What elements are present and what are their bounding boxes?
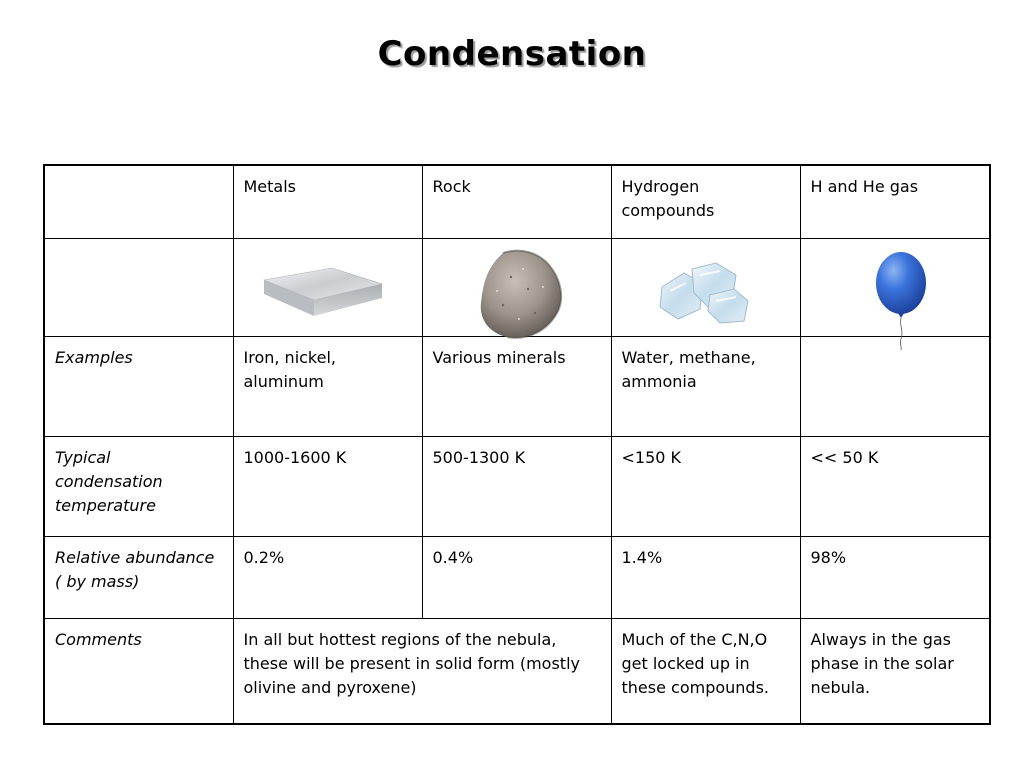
image-cell-rock [422, 238, 611, 336]
header-row [44, 165, 990, 238]
header-rock: Rock [422, 165, 611, 238]
header-cell-empty [44, 165, 233, 238]
table-cell: 98% [800, 536, 990, 618]
table-row [44, 336, 990, 436]
image-cell-empty [44, 238, 233, 336]
table-cell: Various minerals [422, 336, 611, 436]
table-cell: In all but hottest regions of the nebula, these will be present in solid form (mostly olivine and pyroxene) [233, 618, 611, 724]
table-cell: <150 K [611, 436, 800, 536]
table-cell: << 50 K [800, 436, 990, 536]
row-label-temperature: Typical condensation temperature [44, 436, 233, 536]
balloon-icon [871, 251, 931, 351]
table-cell: Iron, nickel, aluminum [233, 336, 422, 436]
row-label-examples: Examples [44, 336, 233, 436]
table-cell: 1000-1600 K [233, 436, 422, 536]
table-cell: 500-1300 K [422, 436, 611, 536]
table-row [44, 436, 990, 536]
ice-cubes-icon [656, 261, 752, 325]
header-h-he-gas: H and He gas [800, 165, 990, 238]
image-cell-balloon [800, 238, 990, 336]
table-cell: 1.4% [611, 536, 800, 618]
table-cell [800, 336, 990, 436]
table-cell: Much of the C,N,O get locked up in these compounds. [611, 618, 800, 724]
table-cell: Water, methane, ammonia [611, 336, 800, 436]
table-cell: 0.4% [422, 536, 611, 618]
rock-icon [473, 247, 569, 343]
header-hydrogen-compounds: Hydrogen compounds [611, 165, 800, 238]
table-row [44, 536, 990, 618]
table-cell: Always in the gas phase in the solar nebula. [800, 618, 990, 724]
row-label-comments: Comments [44, 618, 233, 724]
image-row [44, 238, 990, 336]
row-label-abundance: Relative abundance ( by mass) [44, 536, 233, 618]
image-cell-ice [611, 238, 800, 336]
header-metals: Metals [233, 165, 422, 238]
metal-bar-icon [262, 266, 386, 320]
table-row [44, 618, 990, 724]
table-cell: 0.2% [233, 536, 422, 618]
image-cell-metals [233, 238, 422, 336]
condensation-table [43, 164, 991, 725]
page-title: Condensation [377, 34, 647, 74]
